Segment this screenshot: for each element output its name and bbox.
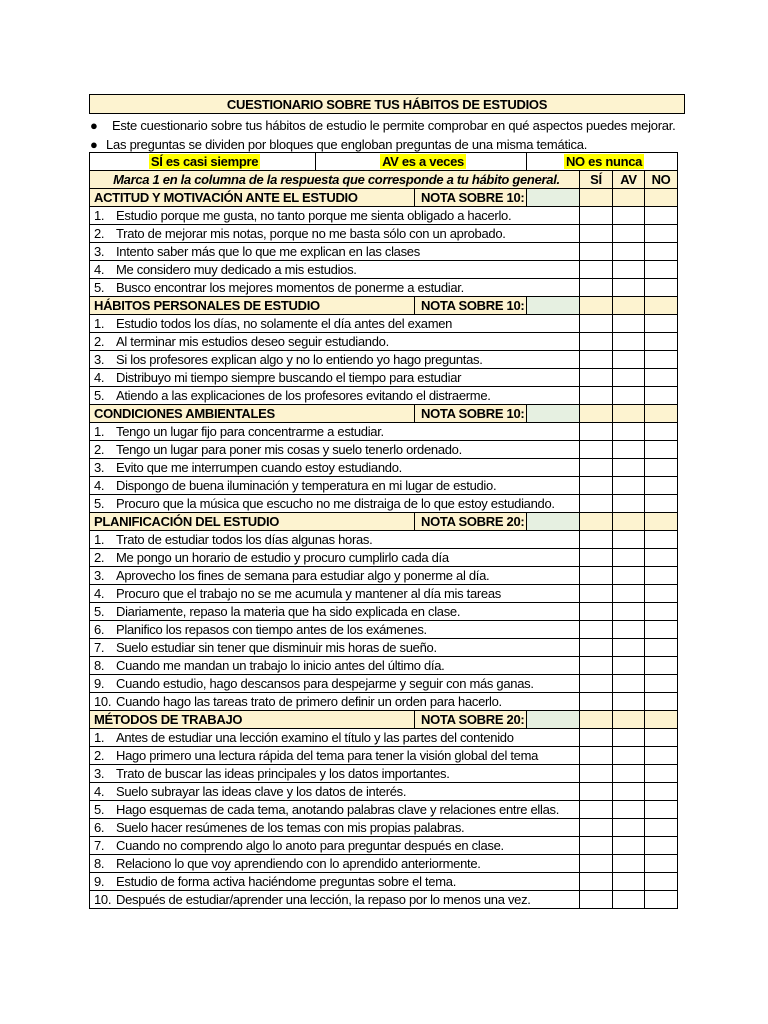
question-text: Procuro que el trabajo no se me acumula y mantener al día mis tareas <box>116 586 501 601</box>
question-text: Distribuyo mi tiempo siempre buscando el tiempo para estudiar <box>116 370 462 385</box>
answer-av-cell[interactable] <box>613 243 645 261</box>
questionnaire-table <box>89 152 678 909</box>
question-number: 2. <box>94 442 105 457</box>
question-text: Suelo hacer resúmenes de los temas con mis propias palabras. <box>116 820 465 835</box>
question-number: 1. <box>94 424 105 439</box>
section-nota-label: NOTA SOBRE 10: <box>415 189 527 207</box>
question-row <box>90 387 678 405</box>
answer-av-cell[interactable] <box>613 495 645 513</box>
section-header-row <box>90 189 678 207</box>
answer-si-cell[interactable] <box>580 693 613 711</box>
answer-si-cell[interactable] <box>580 207 613 225</box>
answer-av-cell[interactable] <box>613 765 645 783</box>
question-cell <box>90 837 580 855</box>
answer-av-cell[interactable] <box>613 585 645 603</box>
answer-av-cell[interactable] <box>613 657 645 675</box>
legend-no: NO es nunca <box>565 154 643 169</box>
question-number: 5. <box>94 280 105 295</box>
answer-av-cell[interactable] <box>613 693 645 711</box>
question-number: 5. <box>94 604 105 619</box>
section-nota-label: NOTA SOBRE 20: <box>415 711 527 729</box>
question-number: 9. <box>94 676 105 691</box>
question-text: Cuando estudio, hago descansos para despejarme y seguir con más ganas. <box>116 676 534 691</box>
answer-av-cell[interactable] <box>613 459 645 477</box>
question-text: Trato de estudiar todos los días algunas horas. <box>116 532 373 547</box>
question-row <box>90 351 678 369</box>
answer-si-cell[interactable] <box>580 387 613 405</box>
answer-av-cell[interactable] <box>613 387 645 405</box>
section-si-cell <box>580 297 613 315</box>
answer-si-cell[interactable] <box>580 657 613 675</box>
answer-av-cell[interactable] <box>613 873 645 891</box>
question-cell <box>90 765 580 783</box>
answer-si-cell[interactable] <box>580 315 613 333</box>
answer-si-cell[interactable] <box>580 459 613 477</box>
question-text: Relaciono lo que voy aprendiendo con lo aprendido anteriormente. <box>116 856 481 871</box>
question-number: 5. <box>94 496 105 511</box>
answer-av-cell[interactable] <box>613 639 645 657</box>
section-title: MÉTODOS DE TRABAJO <box>90 711 415 729</box>
section-si-cell <box>580 405 613 423</box>
answer-si-cell[interactable] <box>580 729 613 747</box>
question-text: Trato de buscar las ideas principales y los datos importantes. <box>116 766 450 781</box>
section-av-cell <box>613 189 645 207</box>
answer-av-cell[interactable] <box>613 531 645 549</box>
question-cell <box>90 747 580 765</box>
answer-av-cell[interactable] <box>613 837 645 855</box>
question-row <box>90 567 678 585</box>
answer-av-cell[interactable] <box>613 675 645 693</box>
answer-av-cell[interactable] <box>613 567 645 585</box>
intro-bullets <box>84 116 724 154</box>
question-text: Trato de mejorar mis notas, porque no me basta sólo con un aprobado. <box>116 226 506 241</box>
question-text: Al terminar mis estudios deseo seguir estudiando. <box>116 334 389 349</box>
question-row <box>90 315 678 333</box>
answer-no-cell[interactable] <box>645 603 678 621</box>
question-row <box>90 495 678 513</box>
answer-no-cell[interactable] <box>645 819 678 837</box>
question-row <box>90 657 678 675</box>
question-cell <box>90 207 580 225</box>
answer-av-cell[interactable] <box>613 423 645 441</box>
section-av-cell <box>613 711 645 729</box>
question-cell <box>90 729 580 747</box>
answer-av-cell[interactable] <box>613 801 645 819</box>
section-header-row <box>90 711 678 729</box>
question-number: 6. <box>94 820 105 835</box>
question-cell <box>90 873 580 891</box>
question-cell <box>90 693 580 711</box>
answer-si-cell[interactable] <box>580 837 613 855</box>
question-cell <box>90 441 580 459</box>
question-row <box>90 801 678 819</box>
question-cell <box>90 243 580 261</box>
answer-no-cell[interactable] <box>645 873 678 891</box>
answer-av-cell[interactable] <box>613 261 645 279</box>
question-text: Suelo subrayar las ideas clave y los datos de interés. <box>116 784 407 799</box>
question-text: Cuando no comprendo algo lo anoto para preguntar después en clase. <box>116 838 504 853</box>
question-row <box>90 531 678 549</box>
question-row <box>90 603 678 621</box>
question-cell <box>90 855 580 873</box>
question-number: 1. <box>94 730 105 745</box>
question-number: 2. <box>94 550 105 565</box>
legend-row <box>90 153 678 171</box>
answer-no-cell[interactable] <box>645 747 678 765</box>
answer-no-cell[interactable] <box>645 369 678 387</box>
question-number: 1. <box>94 208 105 223</box>
answer-si-cell[interactable] <box>580 783 613 801</box>
section-si-cell <box>580 711 613 729</box>
answer-si-cell[interactable] <box>580 675 613 693</box>
question-row <box>90 783 678 801</box>
question-cell <box>90 603 580 621</box>
question-cell <box>90 369 580 387</box>
answer-av-cell[interactable] <box>613 207 645 225</box>
answer-si-cell[interactable] <box>580 801 613 819</box>
question-cell <box>90 315 580 333</box>
answer-si-cell[interactable] <box>580 639 613 657</box>
question-cell <box>90 621 580 639</box>
question-row <box>90 549 678 567</box>
question-row <box>90 333 678 351</box>
question-cell <box>90 783 580 801</box>
answer-av-cell[interactable] <box>613 477 645 495</box>
answer-no-cell[interactable] <box>645 351 678 369</box>
question-number: 3. <box>94 568 105 583</box>
question-cell <box>90 279 580 297</box>
answer-si-cell[interactable] <box>580 531 613 549</box>
answer-si-cell[interactable] <box>580 333 613 351</box>
answer-si-cell[interactable] <box>580 351 613 369</box>
question-number: 1. <box>94 532 105 547</box>
question-number: 8. <box>94 856 105 871</box>
question-cell <box>90 333 580 351</box>
answer-si-cell[interactable] <box>580 621 613 639</box>
section-title: CONDICIONES AMBIENTALES <box>90 405 415 423</box>
question-text: Busco encontrar los mejores momentos de ponerme a estudiar. <box>116 280 464 295</box>
answer-no-cell[interactable] <box>645 207 678 225</box>
section-grade-cell[interactable] <box>527 297 580 315</box>
section-nota-label: NOTA SOBRE 10: <box>415 297 527 315</box>
question-number: 7. <box>94 838 105 853</box>
section-nota-label: NOTA SOBRE 20: <box>415 513 527 531</box>
section-header-row <box>90 297 678 315</box>
answer-no-cell[interactable] <box>645 459 678 477</box>
section-grade-cell[interactable] <box>527 711 580 729</box>
question-cell <box>90 423 580 441</box>
question-cell <box>90 477 580 495</box>
section-title: HÁBITOS PERSONALES DE ESTUDIO <box>90 297 415 315</box>
question-row <box>90 225 678 243</box>
question-text: Intento saber más que lo que me explican en las clases <box>116 244 420 259</box>
question-text: Hago esquemas de cada tema, anotando palabras clave y relaciones entre ellas. <box>116 802 560 817</box>
question-cell <box>90 531 580 549</box>
bullet-item <box>84 116 724 135</box>
question-cell <box>90 585 580 603</box>
question-row <box>90 585 678 603</box>
answer-no-cell[interactable] <box>645 585 678 603</box>
question-text: Estudio de forma activa haciéndome preguntas sobre el tema. <box>116 874 457 889</box>
answer-no-cell[interactable] <box>645 549 678 567</box>
answer-no-cell[interactable] <box>645 279 678 297</box>
question-cell <box>90 225 580 243</box>
question-text: Dispongo de buena iluminación y temperatura en mi lugar de estudio. <box>116 478 497 493</box>
answer-si-cell[interactable] <box>580 891 613 909</box>
answer-no-cell[interactable] <box>645 639 678 657</box>
answer-av-cell[interactable] <box>613 783 645 801</box>
question-cell <box>90 459 580 477</box>
section-si-cell <box>580 189 613 207</box>
answer-no-cell[interactable] <box>645 837 678 855</box>
section-header-row <box>90 513 678 531</box>
question-row <box>90 747 678 765</box>
answer-no-cell[interactable] <box>645 495 678 513</box>
answer-no-cell[interactable] <box>645 387 678 405</box>
question-cell <box>90 819 580 837</box>
section-nota-label: NOTA SOBRE 10: <box>415 405 527 423</box>
question-row <box>90 837 678 855</box>
section-no-cell <box>645 405 678 423</box>
question-text: Procuro que la música que escucho no me distraiga de lo que estoy estudiando. <box>116 496 555 511</box>
question-text: Tengo un lugar fijo para concentrarme a estudiar. <box>116 424 384 439</box>
answer-si-cell[interactable] <box>580 477 613 495</box>
answer-si-cell[interactable] <box>580 873 613 891</box>
question-text: Cuando hago las tareas trato de primero definir un orden para hacerlo. <box>116 694 502 709</box>
question-number: 4. <box>94 784 105 799</box>
question-text: Me pongo un horario de estudio y procuro cumplirlo cada día <box>116 550 449 565</box>
section-no-cell <box>645 711 678 729</box>
question-number: 4. <box>94 262 105 277</box>
section-no-cell <box>645 189 678 207</box>
question-row <box>90 441 678 459</box>
question-number: 3. <box>94 244 105 259</box>
question-row <box>90 477 678 495</box>
question-cell <box>90 801 580 819</box>
answer-si-cell[interactable] <box>580 495 613 513</box>
answer-si-cell[interactable] <box>580 567 613 585</box>
column-header-si: SÍ <box>580 171 613 189</box>
answer-av-cell[interactable] <box>613 441 645 459</box>
answer-av-cell[interactable] <box>613 549 645 567</box>
question-number: 2. <box>94 226 105 241</box>
answer-no-cell[interactable] <box>645 855 678 873</box>
legend-si: SÍ es casi siempre <box>150 154 259 169</box>
bullet-text: Las preguntas se dividen por bloques que engloban preguntas de una misma temática. <box>106 137 588 152</box>
question-text: Suelo estudiar sin tener que disminuir mis horas de sueño. <box>116 640 437 655</box>
legend-av: AV es a veces <box>382 154 464 169</box>
question-number: 3. <box>94 460 105 475</box>
answer-no-cell[interactable] <box>645 783 678 801</box>
answer-no-cell[interactable] <box>645 531 678 549</box>
question-text: Estudio porque me gusta, no tanto porque me sienta obligado a hacerlo. <box>116 208 512 223</box>
question-number: 10. <box>94 694 112 709</box>
answer-no-cell[interactable] <box>645 729 678 747</box>
answer-si-cell[interactable] <box>580 747 613 765</box>
answer-av-cell[interactable] <box>613 369 645 387</box>
question-row <box>90 207 678 225</box>
answer-av-cell[interactable] <box>613 603 645 621</box>
question-number: 8. <box>94 658 105 673</box>
question-text: Diariamente, repaso la materia que ha sido explicada en clase. <box>116 604 461 619</box>
answer-si-cell[interactable] <box>580 225 613 243</box>
question-row <box>90 765 678 783</box>
answer-no-cell[interactable] <box>645 225 678 243</box>
answer-av-cell[interactable] <box>613 621 645 639</box>
answer-no-cell[interactable] <box>645 477 678 495</box>
question-number: 4. <box>94 586 105 601</box>
question-row <box>90 243 678 261</box>
question-text: Si los profesores explican algo y no lo entiendo yo hago preguntas. <box>116 352 483 367</box>
answer-si-cell[interactable] <box>580 819 613 837</box>
question-text: Después de estudiar/aprender una lección, la repaso por lo menos una vez. <box>116 892 531 907</box>
question-cell <box>90 387 580 405</box>
question-number: 10. <box>94 892 112 907</box>
question-text: Aprovecho los fines de semana para estudiar algo y ponerme al día. <box>116 568 490 583</box>
answer-si-cell[interactable] <box>580 441 613 459</box>
answer-av-cell[interactable] <box>613 333 645 351</box>
question-row <box>90 855 678 873</box>
answer-si-cell[interactable] <box>580 855 613 873</box>
question-number: 6. <box>94 622 105 637</box>
section-av-cell <box>613 405 645 423</box>
question-number: 4. <box>94 370 105 385</box>
question-cell <box>90 891 580 909</box>
question-number: 5. <box>94 388 105 403</box>
question-row <box>90 693 678 711</box>
question-number: 3. <box>94 766 105 781</box>
answer-no-cell[interactable] <box>645 315 678 333</box>
question-cell <box>90 261 580 279</box>
question-text: Tengo un lugar para poner mis cosas y suelo tenerlo ordenado. <box>116 442 462 457</box>
question-cell <box>90 675 580 693</box>
answer-si-cell[interactable] <box>580 261 613 279</box>
section-header-row <box>90 405 678 423</box>
answer-si-cell[interactable] <box>580 549 613 567</box>
section-si-cell <box>580 513 613 531</box>
page-title: CUESTIONARIO SOBRE TUS HÁBITOS DE ESTUDIOS <box>89 94 685 114</box>
answer-av-cell[interactable] <box>613 819 645 837</box>
instruction-text: Marca 1 en la columna de la respuesta que corresponde a tu hábito general. <box>90 171 580 189</box>
question-row <box>90 423 678 441</box>
question-row <box>90 261 678 279</box>
answer-av-cell[interactable] <box>613 855 645 873</box>
question-cell <box>90 549 580 567</box>
question-text: Cuando me mandan un trabajo lo inicio antes del último día. <box>116 658 445 673</box>
question-text: Atiendo a las explicaciones de los profesores evitando el distraerme. <box>116 388 491 403</box>
question-cell <box>90 495 580 513</box>
answer-av-cell[interactable] <box>613 279 645 297</box>
question-cell <box>90 567 580 585</box>
question-number: 7. <box>94 640 105 655</box>
section-no-cell <box>645 297 678 315</box>
section-av-cell <box>613 513 645 531</box>
answer-si-cell[interactable] <box>580 243 613 261</box>
question-row <box>90 459 678 477</box>
answer-av-cell[interactable] <box>613 747 645 765</box>
question-number: 2. <box>94 334 105 349</box>
question-number: 4. <box>94 478 105 493</box>
answer-av-cell[interactable] <box>613 225 645 243</box>
question-text: Antes de estudiar una lección examino el título y las partes del contenido <box>116 730 514 745</box>
section-grade-cell[interactable] <box>527 189 580 207</box>
question-row <box>90 621 678 639</box>
question-cell <box>90 639 580 657</box>
question-row <box>90 279 678 297</box>
answer-no-cell[interactable] <box>645 801 678 819</box>
bullet-icon: ● <box>90 118 98 133</box>
answer-no-cell[interactable] <box>645 621 678 639</box>
answer-no-cell[interactable] <box>645 891 678 909</box>
answer-no-cell[interactable] <box>645 567 678 585</box>
question-text: Me considero muy dedicado a mis estudios. <box>116 262 357 277</box>
answer-si-cell[interactable] <box>580 369 613 387</box>
question-row <box>90 369 678 387</box>
answer-av-cell[interactable] <box>613 315 645 333</box>
answer-no-cell[interactable] <box>645 441 678 459</box>
answer-av-cell[interactable] <box>613 891 645 909</box>
question-text: Hago primero una lectura rápida del tema para tener la visión global del tema <box>116 748 539 763</box>
answer-no-cell[interactable] <box>645 675 678 693</box>
question-row <box>90 675 678 693</box>
instruction-row <box>90 171 678 189</box>
question-row <box>90 639 678 657</box>
section-av-cell <box>613 297 645 315</box>
question-row <box>90 729 678 747</box>
section-title: PLANIFICACIÓN DEL ESTUDIO <box>90 513 415 531</box>
bullet-text: Este cuestionario sobre tus hábitos de estudio le permite comprobar en qué aspectos puedes mejorar. <box>112 118 676 133</box>
answer-no-cell[interactable] <box>645 261 678 279</box>
question-text: Planifico los repasos con tiempo antes de los exámenes. <box>116 622 427 637</box>
answer-no-cell[interactable] <box>645 693 678 711</box>
section-title: ACTITUD Y MOTIVACIÓN ANTE EL ESTUDIO <box>90 189 415 207</box>
answer-av-cell[interactable] <box>613 729 645 747</box>
answer-no-cell[interactable] <box>645 423 678 441</box>
answer-si-cell[interactable] <box>580 279 613 297</box>
answer-no-cell[interactable] <box>645 765 678 783</box>
answer-no-cell[interactable] <box>645 333 678 351</box>
question-text: Estudio todos los días, no solamente el día antes del examen <box>116 316 453 331</box>
answer-si-cell[interactable] <box>580 423 613 441</box>
answer-si-cell[interactable] <box>580 603 613 621</box>
question-number: 5. <box>94 802 105 817</box>
answer-no-cell[interactable] <box>645 657 678 675</box>
question-cell <box>90 351 580 369</box>
answer-av-cell[interactable] <box>613 351 645 369</box>
answer-no-cell[interactable] <box>645 243 678 261</box>
column-header-av: AV <box>613 171 645 189</box>
question-number: 1. <box>94 316 105 331</box>
question-number: 9. <box>94 874 105 889</box>
question-text: Evito que me interrumpen cuando estoy estudiando. <box>116 460 402 475</box>
section-grade-cell[interactable] <box>527 405 580 423</box>
question-row <box>90 819 678 837</box>
question-number: 2. <box>94 748 105 763</box>
section-grade-cell[interactable] <box>527 513 580 531</box>
column-header-no: NO <box>645 171 678 189</box>
question-cell <box>90 657 580 675</box>
answer-si-cell[interactable] <box>580 765 613 783</box>
section-no-cell <box>645 513 678 531</box>
bullet-icon: ● <box>90 137 98 152</box>
question-row <box>90 891 678 909</box>
question-row <box>90 873 678 891</box>
question-number: 3. <box>94 352 105 367</box>
answer-si-cell[interactable] <box>580 585 613 603</box>
